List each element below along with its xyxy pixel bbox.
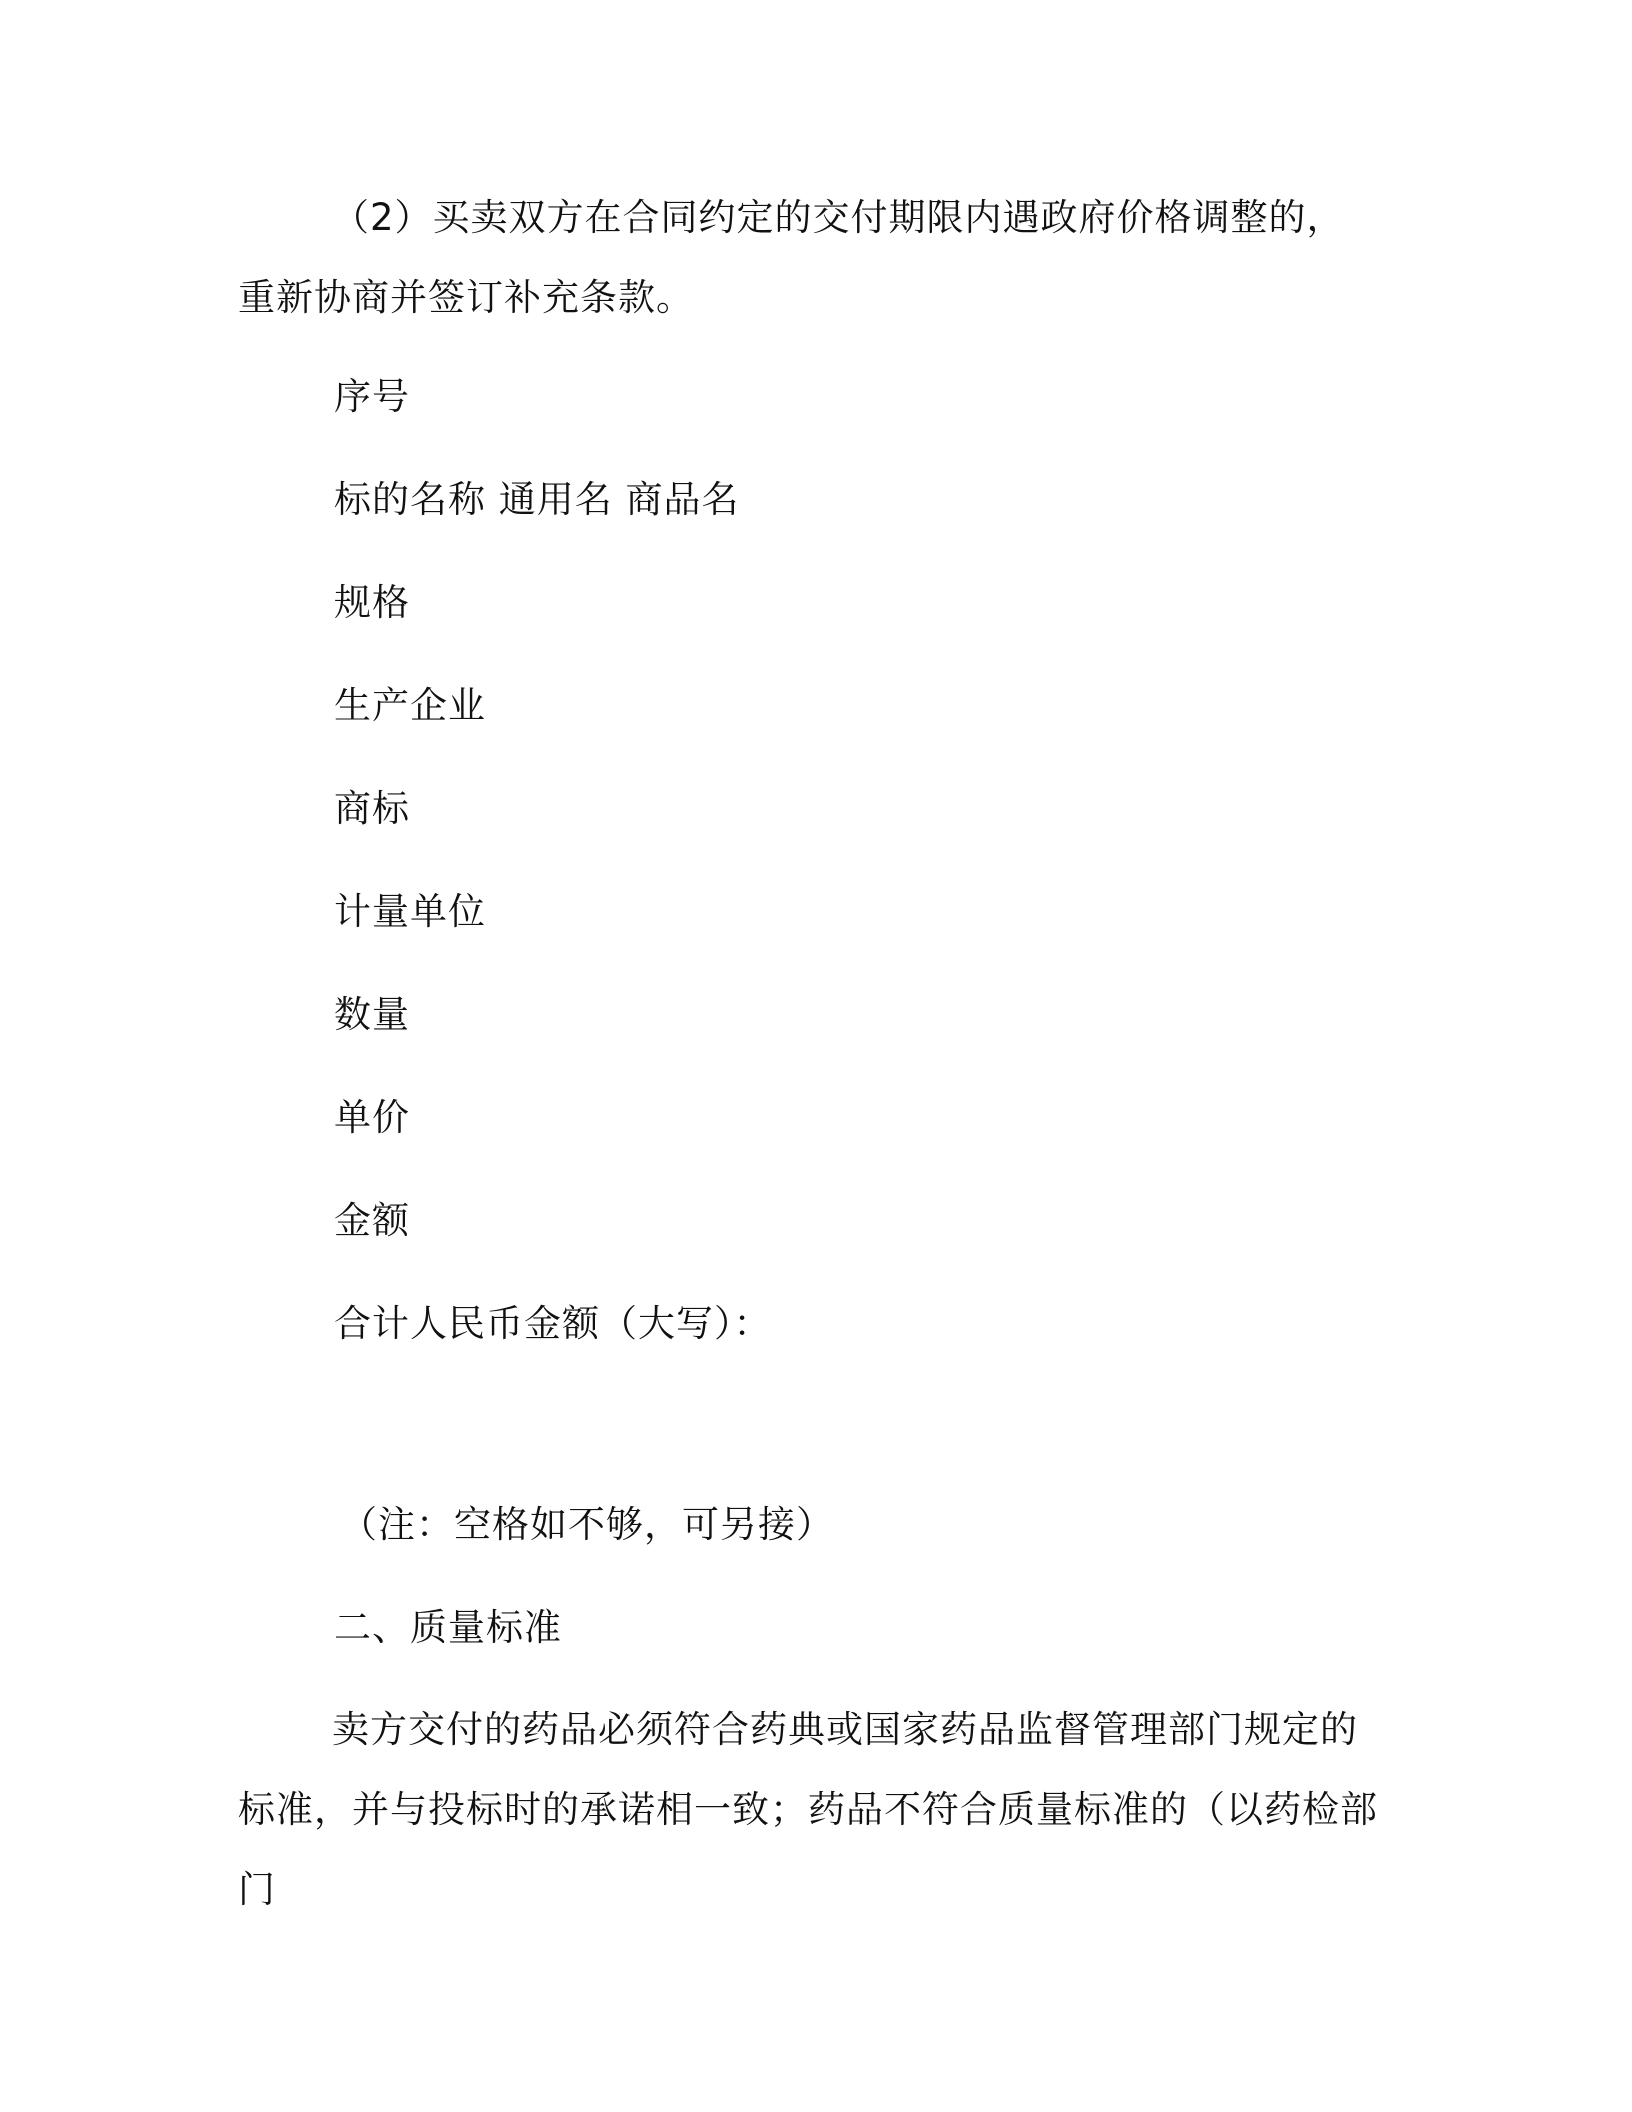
field-specification: 规格 [334,581,410,624]
field-unit-price: 单价 [334,1096,410,1139]
field-total-amount-rmb: 合计人民币金额（大写）： [334,1302,772,1345]
field-trademark: 商标 [334,787,410,830]
price-adjustment-paragraph: （2）买卖双方在合同约定的交付期限内遇政府价格调整的，重新协商并签订补充条款。 [238,196,1345,319]
field-serial-number: 序号 [334,375,410,418]
field-amount: 金额 [334,1199,410,1242]
field-unit: 计量单位 [334,890,486,933]
note-text: （注：空格如不够，可另接） [340,1503,834,1546]
field-manufacturer: 生产企业 [334,684,486,727]
quality-standard-paragraph: 卖方交付的药品必须符合药典或国家药品监督管理部门规定的标准，并与投标时的承诺相一致；药品不符合质量标准的（以药检部门 [238,1708,1378,1911]
section-heading-quality-standard: 二、质量标准 [334,1606,562,1649]
field-item-name: 标的名称 通用名 商品名 [334,478,740,521]
field-quantity: 数量 [334,993,410,1036]
